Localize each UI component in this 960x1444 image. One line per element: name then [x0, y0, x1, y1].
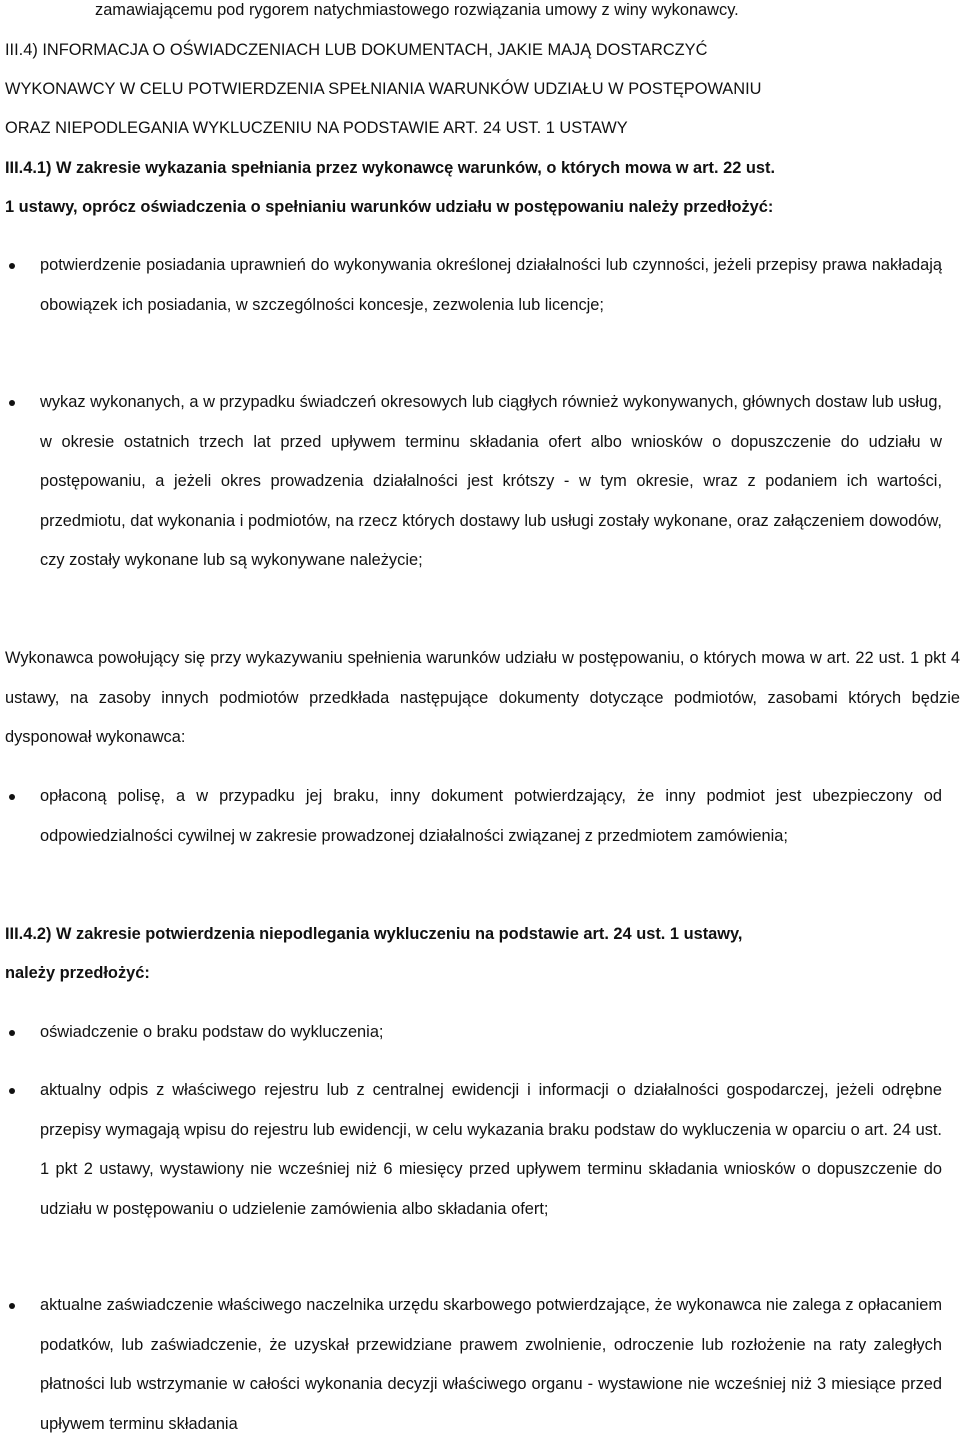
list-item-text: oświadczenie o braku podstaw do wykluczenia;: [40, 1023, 384, 1041]
list-item-text: opłaconą polisę, a w przypadku jej braku, inny dokument potwierdzający, że inny podmiot jest ubezpieczony od odpowiedzialności cywilnej w zakresie prowadzonej działalności związanej z przedmiotem zamówienia;: [40, 787, 942, 845]
list-item: [40, 246, 942, 325]
section-heading-line-1: III.4) INFORMACJA O OŚWIADCZENIACH LUB DOKUMENTACH, JAKIE MAJĄ DOSTARCZYĆ: [5, 41, 708, 59]
intro-tail-text: zamawiającemu pod rygorem natychmiastowego rozwiązania umowy z winy wykonawcy.: [95, 1, 739, 19]
list-item-text: potwierdzenie posiadania uprawnień do wykonywania określonej działalności lub czynności, jeżeli przepisy prawa nakładają obowiązek ich posiadania, w szczególności koncesje, zezwolenia lub licencje;: [40, 256, 942, 314]
subsection-2-heading-line-1: III.4.2) W zakresie potwierdzenia niepodlegania wykluczeniu na podstawie art. 24 ust. 1 ustawy,: [5, 925, 743, 943]
bullet-icon: [9, 1303, 15, 1309]
list-item: [40, 1071, 942, 1229]
subsection-1-heading-line-1: III.4.1) W zakresie wykazania spełniania przez wykonawcę warunków, o których mowa w art. 22 ust.: [5, 159, 776, 177]
bullet-icon: [9, 400, 15, 406]
list-item-text: aktualny odpis z właściwego rejestru lub z centralnej ewidencji i informacji o działalności gospodarczej, jeżeli odrębne przepisy wymagają wpisu do rejestru lub ewidencji, w celu wykazania braku podstaw do wykluczenia w oparciu o art. 24 ust. 1 pkt 2 ustawy, wystawiony nie wcześniej niż 6 miesięcy przed upływem terminu składania wniosków o dopuszczenie do udziału w postępowaniu o udzielenie zamówienia albo składania ofert;: [40, 1081, 942, 1218]
subsection-2-heading-line-2: należy przedłożyć:: [5, 964, 150, 982]
section-heading-line-3: ORAZ NIEPODLEGANIA WYKLUCZENIU NA PODSTAWIE ART. 24 UST. 1 USTAWY: [5, 119, 628, 137]
list-item: [40, 383, 942, 581]
section-heading-line-2: WYKONAWCY W CELU POTWIERDZENIA SPEŁNIANIA WARUNKÓW UDZIAŁU W POSTĘPOWANIU: [5, 80, 762, 98]
bullet-icon: [9, 1030, 15, 1036]
bullet-icon: [9, 263, 15, 269]
list-item: [40, 1013, 942, 1053]
list-item: [40, 777, 942, 856]
list-item-text: wykaz wykonanych, a w przypadku świadczeń okresowych lub ciągłych również wykonywanych, głównych dostaw lub usług, w okresie ostatnich trzech lat przed upływem terminu składania ofert albo wniosków o dopuszczenie do udziału w postępowaniu, a jeżeli okres prowadzenia działalności jest krótszy - w tym okresie, wraz z podaniem ich wartości, przedmiotu, dat wykonania i podmiotów, na rzecz których dostawy lub usługi zostały wykonane, oraz załączeniem dowodów, czy zostały wykonane lub są wykonywane należycie;: [40, 393, 942, 569]
bullet-icon: [9, 794, 15, 800]
subsection-1-heading-line-2: 1 ustawy, oprócz oświadczenia o spełnianiu warunków udziału w postępowaniu należy przedłożyć:: [5, 198, 774, 216]
bullet-icon: [9, 1088, 15, 1094]
resources-paragraph: Wykonawca powołujący się przy wykazywaniu spełnienia warunków udziału w postępowaniu, o których mowa w art. 22 ust. 1 pkt 4 ustawy, na zasoby innych podmiotów przedkłada następujące dokumenty dotyczące podmiotów, zasobami których będzie dysponował wykonawca:: [5, 649, 960, 747]
list-item-text: aktualne zaświadczenie właściwego naczelnika urzędu skarbowego potwierdzające, że wykonawca nie zalega z opłacaniem podatków, lub zaświadczenie, że uzyskał przewidziane prawem zwolnienie, odroczenie lub rozłożenie na raty zaległych płatności lub wstrzymanie w całości wykonania decyzji właściwego organu - wystawione nie wcześniej niż 3 miesiące przed upływem terminu składania: [40, 1296, 942, 1433]
list-item: [40, 1286, 942, 1444]
